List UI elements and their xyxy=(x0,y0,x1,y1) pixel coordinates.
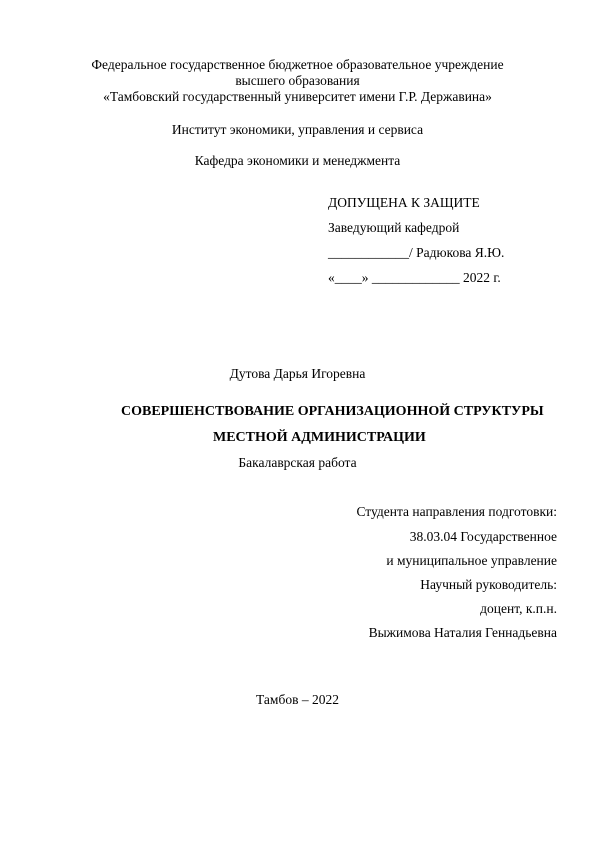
university-name: «Тамбовский государственный университет имени Г.Р. Державина» xyxy=(103,89,492,104)
approval-date: «____» _____________ 2022 г. xyxy=(328,270,501,285)
thesis-title-line1: СОВЕРШЕНСТВОВАНИЕ ОРГАНИЗАЦИОННОЙ СТРУКТУРЫ xyxy=(121,404,544,419)
university-level: высшего образования xyxy=(235,73,360,88)
institute-name: Институт экономики, управления и сервиса xyxy=(171,122,424,137)
student-direction-label: Студента направления подготовки: xyxy=(356,504,557,519)
university-type: Федеральное государственное бюджетное образовательное учреждение xyxy=(91,57,504,72)
thesis-title-line2: МЕСТНОЙ АДМИНИСТРАЦИИ xyxy=(213,430,426,445)
supervisor-degree: доцент, к.п.н. xyxy=(480,601,557,616)
supervisor-name: Выжимова Наталия Геннадьевна xyxy=(368,625,557,640)
department-name: Кафедра экономики и менеджмента xyxy=(194,153,401,168)
author-name: Дутова Дарья Игоревна xyxy=(229,366,366,381)
supervisor-label: Научный руководитель: xyxy=(420,577,557,592)
approval-signature: ____________/ Радюкова Я.Ю. xyxy=(328,245,505,260)
student-direction-name: и муниципальное управление xyxy=(386,553,557,568)
thesis-type: Бакалаврская работа xyxy=(238,455,357,470)
city-year: Тамбов – 2022 xyxy=(256,692,339,707)
approval-role: Заведующий кафедрой xyxy=(328,220,460,235)
student-direction-code: 38.03.04 Государственное xyxy=(409,529,557,544)
approval-heading: ДОПУЩЕНА К ЗАЩИТЕ xyxy=(328,195,480,210)
